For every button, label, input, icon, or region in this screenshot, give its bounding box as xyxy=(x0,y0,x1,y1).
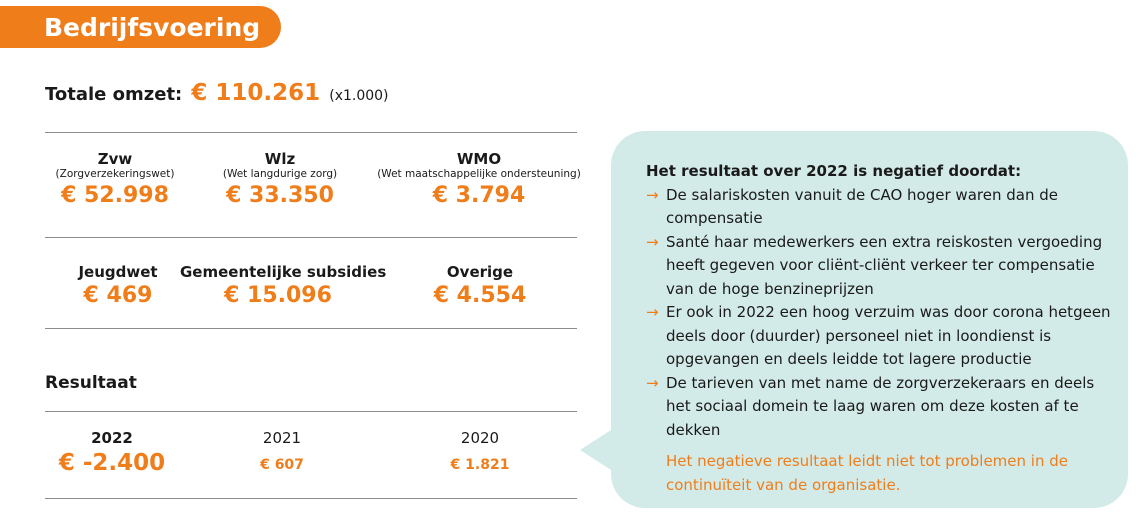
arrow-right-icon: → xyxy=(646,185,659,204)
arrow-right-icon: → xyxy=(646,232,659,251)
revenue-name: Zvw xyxy=(97,150,133,168)
result-2020 xyxy=(420,428,540,476)
explanation-bullet xyxy=(646,231,1116,302)
result-year: 2020 xyxy=(460,429,500,447)
divider xyxy=(45,328,577,329)
arrow-right-icon: → xyxy=(646,303,659,321)
revenue-name: Jeugdwet xyxy=(78,263,158,281)
conclusion-note: Het negatieve resultaat leidt niet tot problemen in de continuïteit van de organisatie. xyxy=(666,452,1068,494)
revenue-gemeentelijke-subsidies xyxy=(180,263,387,311)
total-revenue-unit: (x1.000) xyxy=(329,88,389,104)
revenue-amount: € 33.350 xyxy=(226,183,334,208)
result-amount: € 607 xyxy=(260,457,304,473)
divider xyxy=(45,411,577,412)
explanation-bullet xyxy=(646,372,1116,443)
revenue-overige xyxy=(420,263,540,311)
revenue-amount: € 3.794 xyxy=(432,183,526,208)
revenue-amount: € 15.096 xyxy=(224,283,332,308)
section-title: Bedrijfsvoering xyxy=(44,13,261,42)
revenue-zvw xyxy=(45,150,185,211)
revenue-name: Wlz xyxy=(264,150,296,168)
revenue-jeugdwet xyxy=(58,263,178,311)
bubble-tail xyxy=(580,428,614,472)
explanation-content xyxy=(646,160,1116,497)
bullet-text: De tarieven van met name de zorgverzekeraars en deels het sociaal domein te laag waren om deze kosten af te dekken xyxy=(666,373,1095,439)
revenue-name: WMO xyxy=(456,150,502,168)
result-2021 xyxy=(222,428,342,476)
explanation-title: Het resultaat over 2022 is negatief doordat: xyxy=(646,162,1022,180)
bullet-text: Er ook in 2022 een hoog verzuim was door corona hetgeen deels door (duurder) personeel niet in loondienst is opgevangen en deels leidde tot lagere productie xyxy=(666,303,1111,368)
section-header xyxy=(0,6,281,48)
explanation-bullet xyxy=(646,184,1116,231)
total-revenue xyxy=(45,80,389,106)
revenue-amount: € 52.998 xyxy=(61,183,169,208)
bullet-text: De salariskosten vanuit de CAO hoger waren dan de compensatie xyxy=(666,185,1058,227)
result-year: 2021 xyxy=(262,429,302,447)
total-revenue-label: Totale omzet: xyxy=(45,84,183,105)
total-revenue-value: € 110.261 xyxy=(191,80,321,106)
explanation-bullet xyxy=(646,301,1116,372)
result-title: Resultaat xyxy=(45,373,137,393)
revenue-name: Overige xyxy=(446,263,514,281)
revenue-amount: € 4.554 xyxy=(433,283,527,308)
divider xyxy=(45,132,577,133)
revenue-subtitle: (Wet langdurige zorg) xyxy=(222,168,338,180)
revenue-name: Gemeentelijke subsidies xyxy=(180,263,387,281)
result-year: 2022 xyxy=(91,429,133,447)
revenue-amount: € 469 xyxy=(83,283,153,308)
result-2022 xyxy=(52,428,172,478)
divider xyxy=(45,237,577,238)
divider xyxy=(45,498,577,499)
arrow-right-icon: → xyxy=(646,373,659,392)
bullet-text: Santé haar medewerkers een extra reiskosten vergoeding heeft gegeven voor cliënt-cliënt verkeer ter compensatie van de hoge benzineprijzen xyxy=(666,232,1103,298)
result-amount: € -2.400 xyxy=(58,450,166,476)
revenue-subtitle: (Wet maatschappelijke ondersteuning) xyxy=(377,168,581,180)
revenue-wlz xyxy=(200,150,360,211)
revenue-wmo xyxy=(372,150,586,211)
revenue-subtitle: (Zorgverzekeringswet) xyxy=(55,168,175,180)
result-amount: € 1.821 xyxy=(450,457,510,473)
